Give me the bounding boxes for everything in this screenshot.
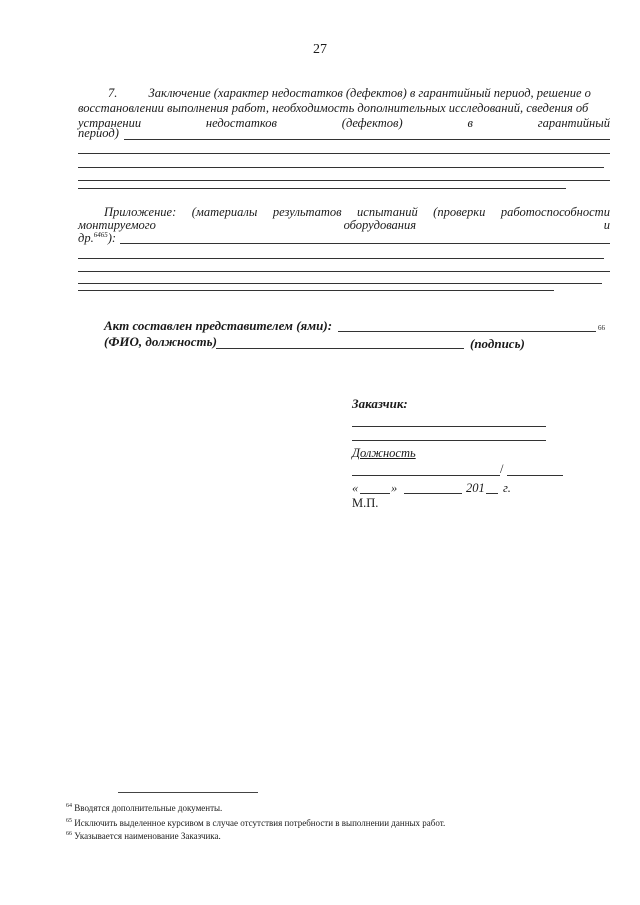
representative-line[interactable]: [338, 331, 596, 332]
signature-label: (подпись): [470, 336, 525, 351]
appendix-w1: Приложение:: [104, 205, 177, 219]
footnote-66-sup: 66: [66, 831, 72, 837]
appendix-line2: [78, 218, 610, 233]
footnote-64-text: Вводятся дополнительные документы.: [74, 803, 223, 813]
fill-line[interactable]: [78, 153, 610, 154]
slash: /: [500, 462, 504, 476]
section7-line1: [78, 86, 610, 101]
fill-line[interactable]: [124, 139, 610, 140]
footnote-66-text: Указывается наименование Заказчика.: [74, 831, 221, 841]
fill-line[interactable]: [78, 188, 566, 189]
section7-line2: восстановлении выполнения работ, необходимость дополнительных исследований, сведения об: [78, 101, 589, 115]
customer-name-line[interactable]: [352, 426, 546, 427]
act-label: Акт составлен представителем (ями):: [104, 318, 333, 333]
section7-w1: устранении: [78, 116, 142, 130]
section7-w4: в: [467, 116, 473, 130]
year-prefix: 201: [466, 481, 485, 495]
fill-line[interactable]: [78, 283, 602, 284]
year-line[interactable]: [486, 493, 498, 494]
day-line[interactable]: [360, 493, 390, 494]
footnote-64-sup: 64: [66, 803, 72, 809]
act-sup: 66: [598, 324, 605, 332]
footnote-separator: [118, 792, 258, 793]
footnote-65-text: Исключить выделенное курсивом в случае отсутствия потребности в выполнении данных работ.: [74, 818, 446, 828]
page-number: 27: [313, 42, 327, 57]
date-open-quote: «: [352, 481, 359, 495]
fio-label: (ФИО, должность): [104, 334, 217, 349]
appendix-w4: испытаний: [357, 205, 418, 219]
fill-line[interactable]: [78, 290, 554, 291]
section7-w2: недостатков: [205, 116, 277, 130]
appendix-w6: работоспособности: [500, 205, 610, 219]
customer-title: Заказчик:: [352, 396, 408, 411]
section7-line3: [78, 116, 610, 131]
footnote-65-sup: 65: [66, 818, 72, 824]
year-suffix: г.: [503, 481, 511, 495]
appendix-line3: [78, 231, 116, 246]
footnote-66: [66, 831, 221, 842]
appendix-w2: (материалы: [191, 205, 258, 219]
section7-w5: гарантийный: [537, 116, 610, 130]
appendix-dr: др.: [78, 231, 94, 245]
appendix-sup: 6465: [93, 230, 108, 239]
appendix-w8: оборудования: [343, 218, 417, 232]
section7-w3: (дефектов): [341, 116, 403, 130]
section7-line4-label: период): [78, 126, 119, 140]
section7-line1-text: Заключение (характер недостатков (дефектов) в гарантийный период, решение о: [148, 86, 591, 100]
footnote-65: [66, 818, 445, 829]
appendix-w3: результатов: [272, 205, 342, 219]
appendix-w5: (проверки: [433, 205, 486, 219]
fill-line[interactable]: [120, 243, 610, 244]
date-close-quote: »: [391, 481, 398, 495]
initials-line[interactable]: [507, 475, 563, 476]
fill-line[interactable]: [78, 180, 610, 181]
position-label: Должность: [352, 446, 416, 460]
month-line[interactable]: [404, 493, 462, 494]
position-line[interactable]: [352, 475, 500, 476]
footnote-64: [66, 803, 222, 814]
appendix-w7: монтируемого: [78, 218, 156, 232]
appendix-w9: и: [603, 218, 610, 232]
section7-number: 7.: [108, 86, 118, 100]
customer-name-line[interactable]: [352, 440, 546, 441]
fill-line[interactable]: [78, 258, 604, 259]
stamp-label: М.П.: [352, 496, 379, 510]
fill-line[interactable]: [78, 167, 604, 168]
appendix-suffix: ):: [107, 231, 117, 245]
fill-line[interactable]: [78, 271, 610, 272]
fio-line[interactable]: [216, 348, 464, 349]
